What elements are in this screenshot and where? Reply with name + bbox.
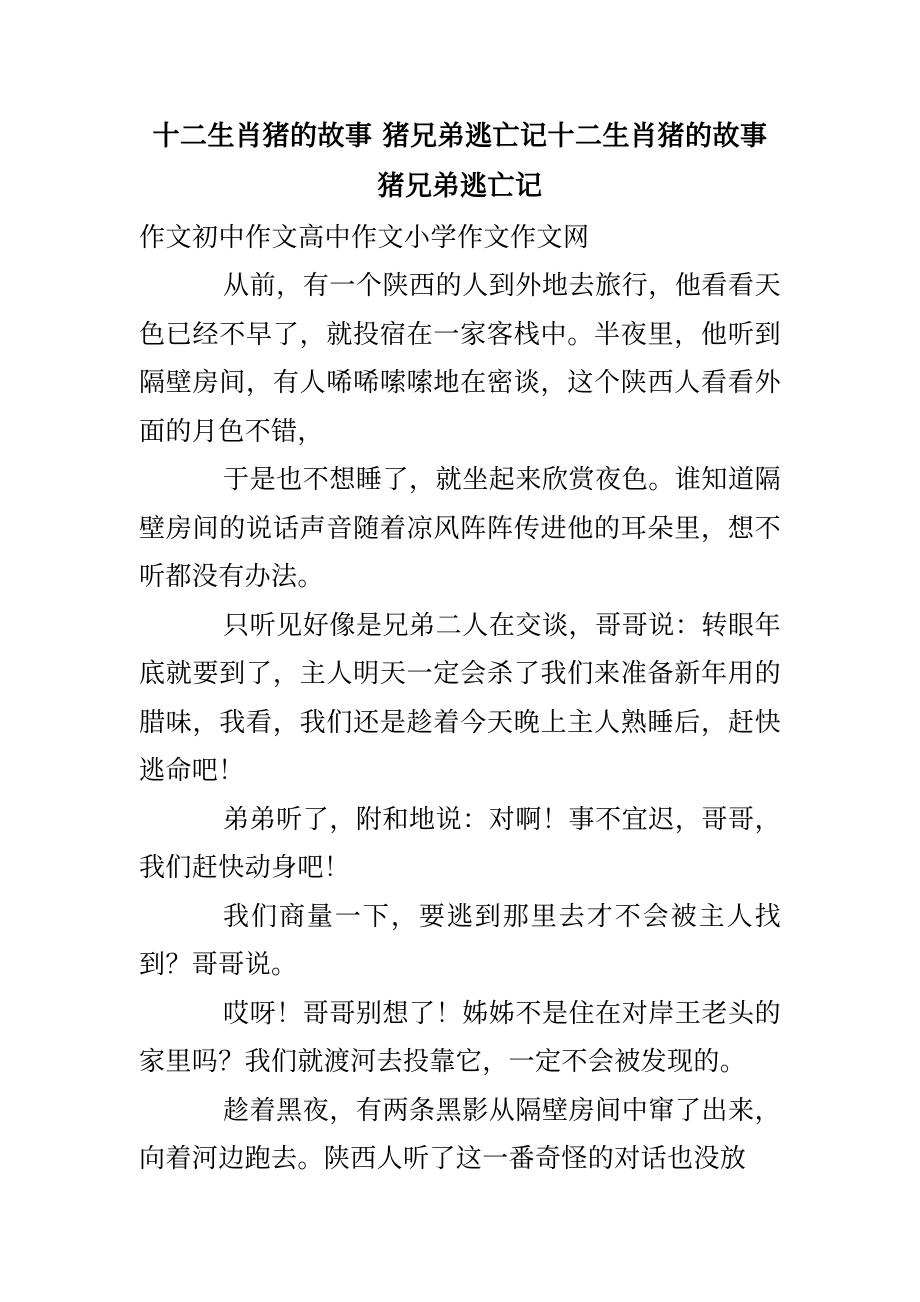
document-page [139,112,781,1184]
paragraph-2: 于是也不想睡了，就坐起来欣赏夜色。谁知道隔壁房间的说话声音随着凉风阵阵传进他的耳朵里，想不听都没有办法。 [139,465,781,592]
paragraph-6: 哎呀！哥哥别想了！姊姊不是住在对岸王老头的家里吗？我们就渡河去投靠它，一定不会被发现的。 [139,998,781,1077]
document-title: 十二生肖猪的故事 猪兄弟逃亡记十二生肖猪的故事 猪兄弟逃亡记 [152,121,768,202]
paragraph-1: 从前，有一个陕西的人到外地去旅行，他看看天色已经不早了，就投宿在一家客栈中。半夜里，他听到隔壁房间，有人唏唏嗦嗦地在密谈，这个陕西人看看外面的月色不错， [139,271,781,447]
paragraph-3: 只听见好像是兄弟二人在交谈，哥哥说：转眼年底就要到了，主人明天一定会杀了我们来准备新年用的腊味，我看，我们还是趁着今天晚上主人熟睡后，赶快逃命吧！ [139,610,781,786]
paragraph-4: 弟弟听了，附和地说：对啊！事不宜迟，哥哥，我们赶快动身吧！ [139,804,781,883]
source-line: 作文初中作文高中作文小学作文作文网 [139,223,590,253]
paragraph-7: 趁着黑夜，有两条黑影从隔壁房间中窜了出来，向着河边跑去。陕西人听了这一番奇怪的对话也没放 [139,1095,781,1174]
paragraph-5: 我们商量一下，要逃到那里去才不会被主人找到？哥哥说。 [139,901,781,980]
